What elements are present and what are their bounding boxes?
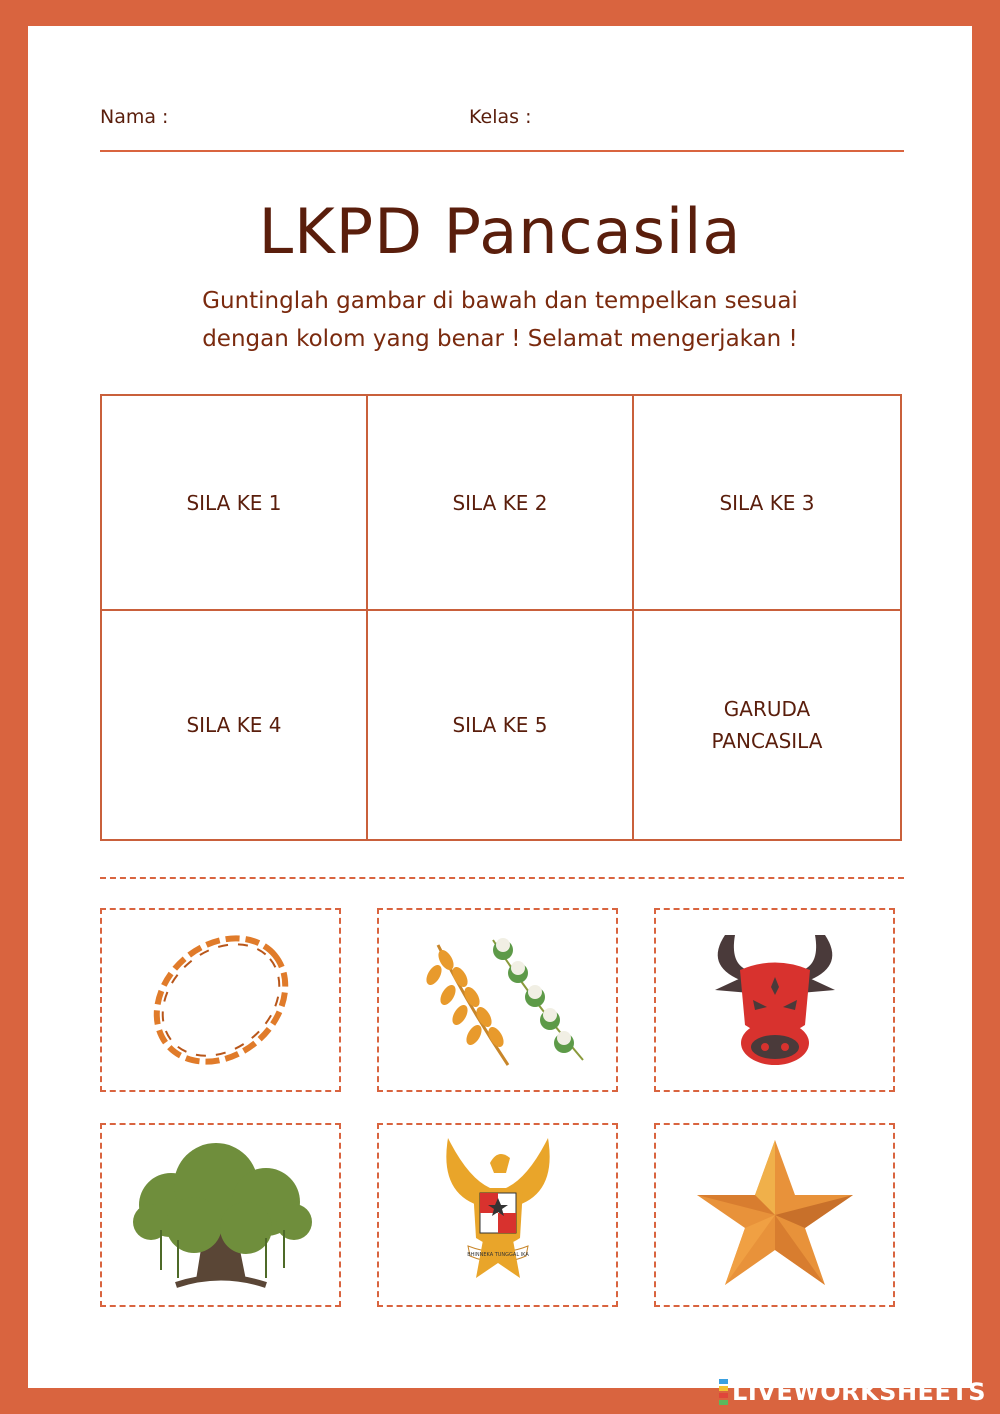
class-label: Kelas : [469,106,532,128]
draggable-card-bull[interactable] [654,908,895,1092]
brand-watermark [719,1378,986,1406]
draggable-card-banyan[interactable] [100,1123,341,1307]
drop-cell-sila-1[interactable]: SILA KE 1 [102,396,368,611]
bull-head-icon [675,915,875,1085]
worksheet-page [28,26,972,1388]
instruction-line-2: dengan kolom yang benar ! Selamat mengerjakan ! [202,326,798,352]
student-info-fields [100,106,904,152]
drop-cell-sila-5[interactable]: SILA KE 5 [368,611,634,839]
garuda-motto: BHINNEKA TUNGGAL IKA [466,1251,529,1258]
brand-logo-icon [719,1378,728,1406]
drop-cell-sila-4[interactable]: SILA KE 4 [102,611,368,839]
star-icon [675,1130,875,1300]
brand-text: LIVEWORKSHEETS [732,1378,986,1406]
draggable-card-star[interactable] [654,1123,895,1307]
name-label: Nama : [100,106,169,128]
draggable-card-chain[interactable] [100,908,341,1092]
page-title: LKPD Pancasila [258,195,742,268]
instruction-line-1: Guntinglah gambar di bawah dan tempelkan sesuai [202,288,798,314]
drop-cell-garuda[interactable] [634,611,900,839]
answer-grid [100,394,902,841]
draggable-card-rice-cotton[interactable] [377,908,618,1092]
garuda-icon [398,1128,598,1303]
banyan-tree-icon [116,1130,326,1300]
instructions [28,282,972,358]
rice-cotton-icon [398,915,598,1085]
drop-cell-sila-2[interactable]: SILA KE 2 [368,396,634,611]
draggable-card-garuda[interactable] [377,1123,618,1307]
cut-line [100,877,904,879]
drop-cell-sila-3[interactable]: SILA KE 3 [634,396,900,611]
chain-icon [121,915,321,1085]
garuda-cell-label: GARUDA PANCASILA [711,697,823,753]
